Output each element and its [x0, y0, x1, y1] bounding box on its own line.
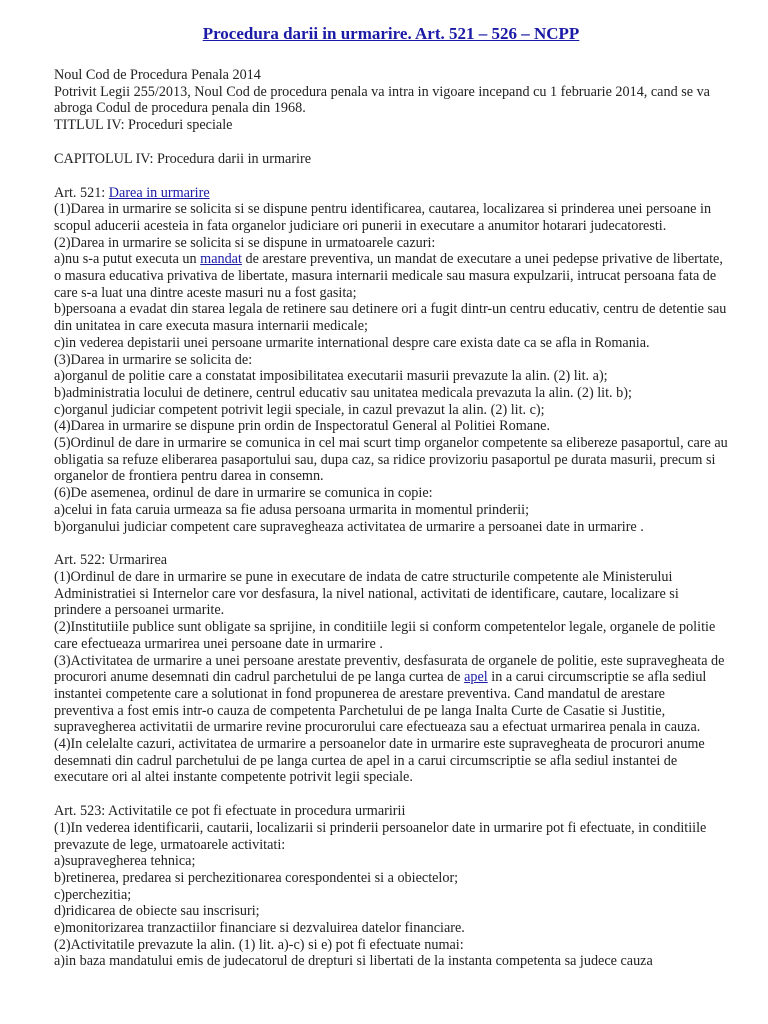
art-521-p5: (5)Ordinul de dare in urmarire se comunica in cel mai scurt timp organelor competente sa elibereze pasaportul, care au obligatia sa refuze eliberarea pasaportului sau, dupa caz, sa ridice provizoriu pasaportul pe durata masurii, precum si organelor de frontiera pentru darea in consemn. [54, 435, 728, 485]
art-521-p3c: c)organul judiciar competent potrivit legii speciale, in cazul prevazut la alin. (2) lit. c); [54, 401, 545, 418]
art-521-p1: (1)Darea in urmarire se solicita si se dispune pentru identificarea, cautarea, localizarea si prinderea unei persoane in scopul aducerii acesteia in fata organelor judiciare ori punerii in executare a anumitor hotarari judecatoresti. [54, 201, 712, 234]
art-522-p3-pre: (3)Activitatea de urmarire a unei persoane arestate preventiv, desfasurata de organele de politie, este supravegheata de procurori anume desemnati din cadrul parchetului de pe langa curtea de [54, 652, 725, 686]
art-521-p3a: a)organul de politie care a constatat imposibilitatea executarii masurii prevazute la alin. (2) lit. a); [54, 368, 608, 385]
art-521-p2a [54, 251, 728, 301]
art-521-p6b: b)organului judiciar competent care supravegheaza activitatea de urmarire a persoanei date in urmarire . [54, 518, 644, 535]
title-link[interactable]: Procedura darii in urmarire. Art. 521 – 526 – NCPP [202, 24, 580, 43]
art-522-p3 [54, 653, 728, 737]
intro-line-1: Noul Cod de Procedura Penala 2014 [54, 67, 261, 83]
art-523-p1: (1)In vederea identificarii, cautarii, localizarii si prinderii persoanelor date in urmarire pot fi efectuate, in conditiile prevazute de lege, urmatoarele activitati: [54, 819, 707, 853]
art-523-p1d: d)ridicarea de obiecte sau inscrisuri; [54, 903, 260, 920]
art-521-prefix: Art. 521: [54, 184, 109, 201]
art-522-p2: (2)Institutiile publice sunt obligate sa sprijine, in conditiile legii si conform competentelor legale, organele de politie care efectueaza urmarirea unei persoane date in urmarire . [54, 619, 716, 652]
art-521-p6a: a)celui in fata caruia urmeaza sa fie adusa persoana urmarita in momentul prinderii; [54, 501, 530, 518]
art-521-p3b: b)administratia locului de detinere, centrul educativ sau unitatea medicala prevazuta la alin. (2) lit. b); [54, 384, 632, 401]
art-523-p1a: a)supravegherea tehnica; [54, 853, 196, 870]
intro-line-2: Potrivit Legii 255/2013, Noul Cod de procedura penala va intra in vigoare incepand cu 1 februarie 2014, cand se va abroga Codul de procedura penala din 1968. [54, 83, 710, 117]
page-title [54, 24, 728, 44]
art-521-p2a-pre: a)nu s-a putut executa un [54, 251, 201, 268]
art-523-p1e: e)monitorizarea tranzactiilor financiare si dezvaluirea datelor financiare. [54, 920, 465, 937]
art-523-p2: (2)Activitatile prevazute la alin. (1) lit. a)-c) si e) pot fi efectuate numai: [54, 936, 464, 953]
art-522-p1: (1)Ordinul de dare in urmarire se pune in executare de indata de catre structurile competente ale Ministerului Administratiei si Internelor care vor desfasura, la nivel national, activitati de identificare, cautare, localizare si prindere a persoanei urmarite. [54, 568, 679, 619]
art-521-p2: (2)Darea in urmarire se solicita si se dispune in urmatoarele cazuri: [54, 234, 436, 251]
art-523-heading: Art. 523: Activitatile ce pot fi efectuate in procedura urmaririi [54, 803, 406, 820]
art-522-p4: (4)In celelalte cazuri, activitatea de urmarire a persoanelor date in urmarire este supravegheata de procurori anume desemnati din cadrul parchetului de pe langa curtea de apel in a carui circumscriptie se afla sediul instantei de executare ori al altei instante competente potrivit legii speciale. [54, 736, 705, 786]
art-522-heading: Art. 522: Urmarirea [54, 552, 168, 569]
art-521-p2a-post: de arestare preventiva, un mandat de executare a unei pedepse privative de libertate, o masura educativa privativa de libertate, masura internarii medicale sau masura expulzarii, intrucat persoana fata de care s-a luat una dintre aceste masuri nu a fost gasita; [54, 251, 723, 301]
art-521-p6: (6)De asemenea, ordinul de dare in urmarire se comunica in copie: [54, 485, 433, 502]
art-523-p1b: b)retinerea, predarea si perchezitionarea corespondentei si a obiectelor; [54, 869, 459, 886]
art-521-p2b: b)persoana a evadat din starea legala de retinere sau detinere ori a fugit dintr-un centru educativ, centru de detentie sau din unitatea in care executa masura internarii medicale; [54, 301, 727, 335]
art-523-p1c: c)perchezitia; [54, 886, 132, 903]
art-521-p4: (4)Darea in urmarire se dispune prin ordin de Inspectoratul General al Politiei Romane. [54, 418, 551, 435]
art-521-link[interactable]: Darea in urmarire [108, 184, 210, 201]
art-521-p3: (3)Darea in urmarire se solicita de: [54, 351, 253, 368]
intro-line-3: TITLUL IV: Proceduri speciale [54, 117, 233, 134]
mandat-link[interactable]: mandat [200, 251, 242, 268]
art-521-p2c: c)in vederea depistarii unei persoane urmarite international despre care exista date ca se afla in Romania. [54, 334, 650, 351]
chapter-heading: CAPITOLUL IV: Procedura darii in urmarire [54, 150, 312, 167]
art-523-p2a: a)in baza mandatului emis de judecatorul de drepturi si libertati de la instanta competenta sa judece cauza [54, 953, 653, 970]
apel-link[interactable]: apel [464, 669, 488, 686]
art-521-heading [54, 185, 728, 202]
art-522-p3-post: in a carui circumscriptie se afla sediul instantei competente care a solutionat in fond propunerea de arestare preventiva. Cand mandatul de arestare preventiva a fost emis intr-o cauza de competenta Parchetului de pe langa Inalta Curte de Casatie si Justitie, supravegherea activitatii de urmarire revine procurorului care efectueaza sau a efectuat urmarirea penala in cauza. [54, 669, 707, 736]
